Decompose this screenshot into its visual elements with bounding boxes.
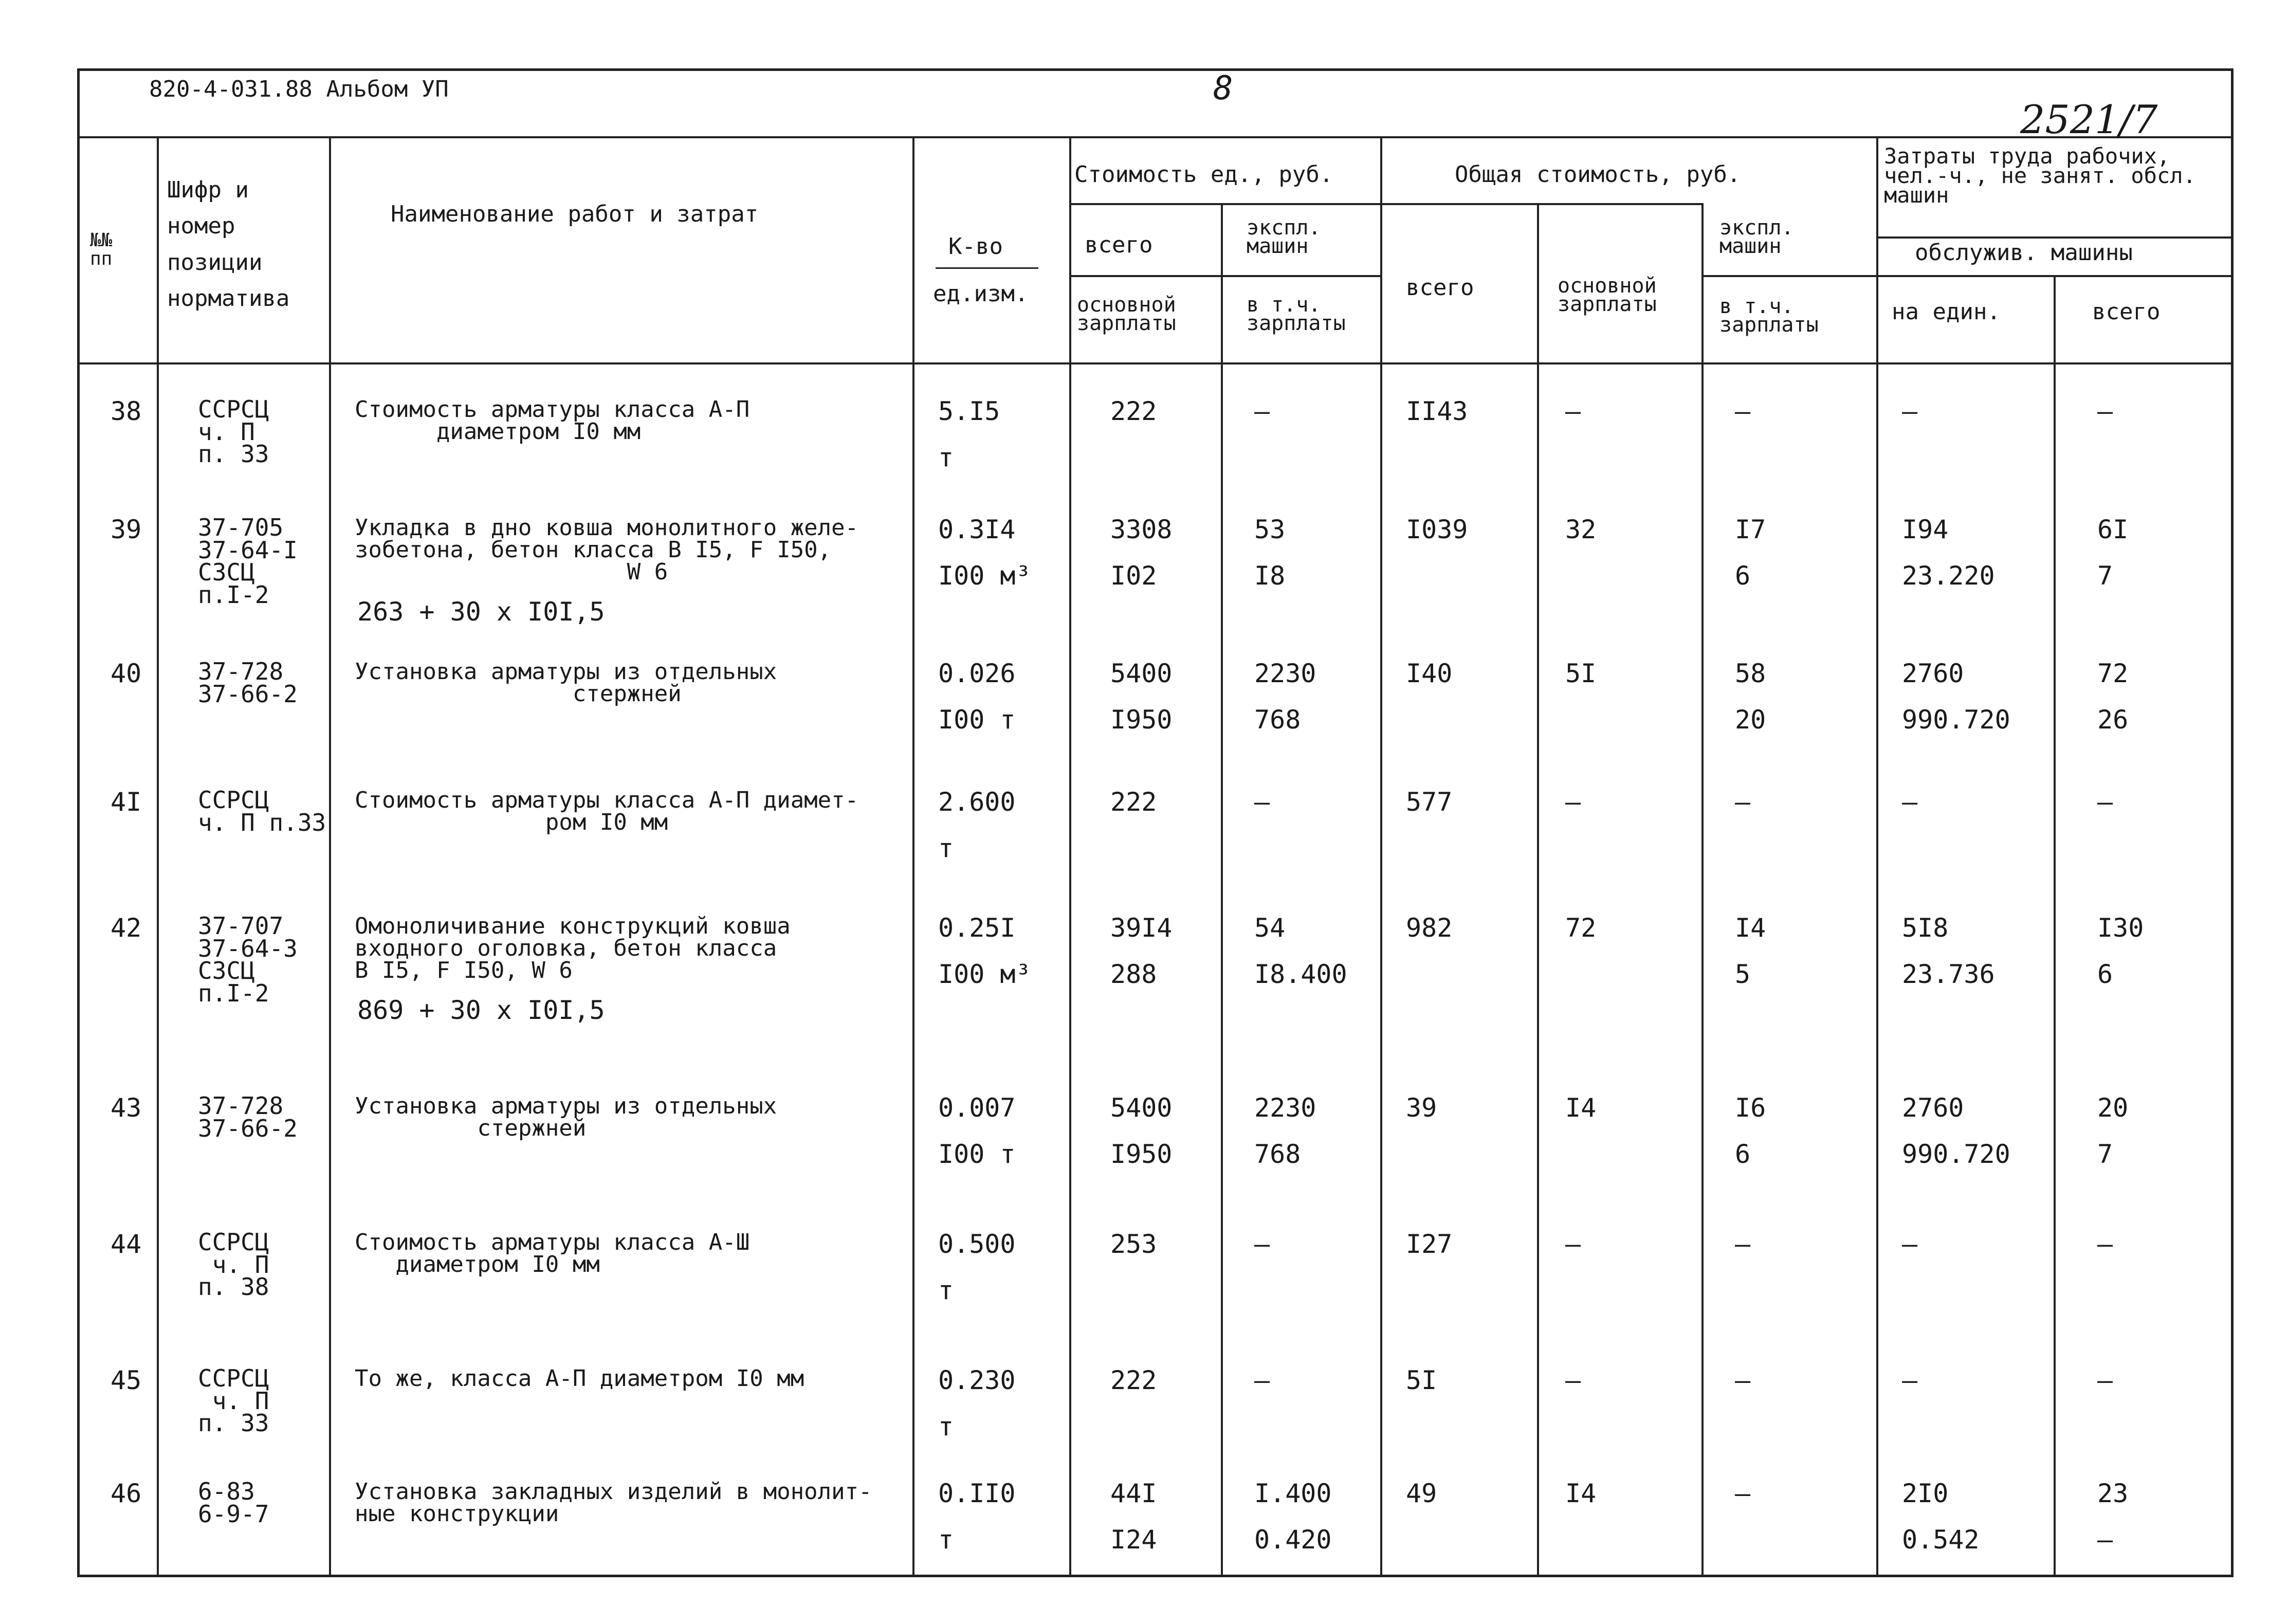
col-header-serving-machines: обслужив. машины <box>1915 240 2133 266</box>
row-name: Установка арматуры из отдельных стержней <box>355 659 777 707</box>
row-total-cost-base-wage: I4 <box>1565 1093 1597 1123</box>
row-labor-per-unit: 2I0 <box>1902 1479 1949 1508</box>
row-unit: I00 м³ <box>938 959 1031 989</box>
row-labor-total-serving: 6 <box>2097 959 2113 989</box>
row-code: 6-83 6-9-7 <box>198 1477 269 1528</box>
grid-line <box>157 136 159 1577</box>
row-total-cost-machine: 58 <box>1735 659 1766 688</box>
row-quantity: 0.500 <box>938 1229 1016 1259</box>
row-labor-per-unit: – <box>1902 787 1918 817</box>
row-total-cost-machine-wage: 6 <box>1735 561 1751 591</box>
row-total-cost-base-wage: – <box>1565 1365 1581 1395</box>
row-unit: I00 т <box>938 705 1016 735</box>
header-divider <box>77 136 2234 138</box>
row-labor-total: 6I <box>2097 515 2129 544</box>
row-unit-cost-base-wage: 288 <box>1110 959 1157 989</box>
grid-line <box>1069 203 1701 205</box>
album-header: 820-4-031.88 Альбом УП <box>149 76 449 102</box>
row-total-cost-base-wage: 72 <box>1565 913 1597 943</box>
row-number: 40 <box>111 659 142 688</box>
col-header-total-incl-wage: в т.ч. зарплаты <box>1719 295 1819 337</box>
row-labor-per-unit: 2760 <box>1902 659 1964 688</box>
col-header-unit-machine: экспл. машин <box>1247 216 1321 258</box>
row-unit-cost-machine: 2230 <box>1254 1093 1316 1123</box>
row-code: ССРСЦ ч. П п. 38 <box>198 1228 269 1301</box>
row-code: 37-707 37-64-3 СЗСЦ п.I-2 <box>198 912 298 1008</box>
row-name: Стоимость арматуры класса А-П диаметром I0 мм <box>355 396 750 445</box>
row-unit-cost-machine: – <box>1254 396 1270 426</box>
grid-line <box>1069 136 1071 1577</box>
row-labor-per-unit: – <box>1902 1229 1918 1259</box>
row-code: ССРСЦ ч. П п. 33 <box>198 395 269 468</box>
row-total-cost-all: 982 <box>1406 913 1453 943</box>
row-total-cost-machine-wage: 6 <box>1735 1139 1751 1169</box>
row-quantity: 0.026 <box>938 659 1016 688</box>
row-labor-per-unit-serving: 23.220 <box>1902 561 1995 591</box>
row-number: 46 <box>111 1479 142 1508</box>
row-unit-cost-all: 222 <box>1110 396 1157 426</box>
row-labor-per-unit: – <box>1902 1365 1918 1395</box>
row-unit: I00 м³ <box>938 561 1031 591</box>
col-header-qty: К-во <box>948 233 1003 260</box>
row-unit-cost-all: 222 <box>1110 787 1157 817</box>
row-unit: т <box>938 1525 954 1555</box>
row-labor-per-unit: 2760 <box>1902 1093 1964 1123</box>
row-name: Стоимость арматуры класса А-П диамет- ром I0 мм <box>355 787 859 836</box>
row-total-cost-all: 39 <box>1406 1093 1437 1123</box>
row-total-cost-machine-wage: 5 <box>1735 959 1751 989</box>
row-name: Установка закладных изделий в монолит- ные конструкции <box>355 1479 872 1527</box>
row-unit-cost-machine-wage: I8.400 <box>1254 959 1347 989</box>
page-number: 8 <box>1213 69 1233 107</box>
row-labor-total-serving: 7 <box>2097 1139 2113 1169</box>
row-labor-total: 20 <box>2097 1093 2129 1123</box>
row-total-cost-all: I40 <box>1406 659 1453 688</box>
row-labor-per-unit: I94 <box>1902 515 1949 544</box>
row-code: ССРСЦ ч. П п. 33 <box>198 1364 269 1437</box>
row-labor-total: – <box>2097 787 2113 817</box>
row-unit-cost-base-wage: I24 <box>1110 1525 1157 1555</box>
row-name: То же, класса А-П диаметром I0 мм <box>355 1365 804 1392</box>
row-quantity: 0.007 <box>938 1093 1016 1123</box>
row-name-formula: 869 + 30 x I0I,5 <box>357 995 605 1025</box>
row-labor-total: – <box>2097 396 2113 426</box>
row-total-cost-machine-wage: 20 <box>1735 705 1766 735</box>
row-name: Установка арматуры из отдельных стержней <box>355 1093 777 1142</box>
row-name: Укладка в дно ковша монолитного желе- зобетона, бетон класса В I5, F I50, W 6 <box>355 515 859 586</box>
row-total-cost-all: 49 <box>1406 1479 1437 1508</box>
row-unit-cost-machine: – <box>1254 787 1270 817</box>
col-header-unit-incl-wage: в т.ч. зарплаты <box>1247 293 1346 335</box>
row-number: 43 <box>111 1093 142 1123</box>
row-code: 37-728 37-66-2 <box>198 1092 298 1142</box>
grid-line <box>1876 136 1878 1577</box>
column-header-divider <box>77 362 2234 364</box>
row-unit-cost-all: 44I <box>1110 1479 1157 1508</box>
row-code: 37-705 37-64-I СЗСЦ п.I-2 <box>198 514 298 609</box>
grid-line <box>912 136 914 1577</box>
grid-line <box>1876 236 2234 239</box>
row-total-cost-all: 577 <box>1406 787 1453 817</box>
row-total-cost-machine: I6 <box>1735 1093 1766 1123</box>
row-total-cost-machine: I7 <box>1735 515 1766 544</box>
row-total-cost-machine: – <box>1735 396 1751 426</box>
grid-line <box>1701 275 1876 277</box>
row-unit-cost-machine: I.400 <box>1254 1479 1332 1508</box>
col-header-unit: ед.изм. <box>933 281 1029 307</box>
row-labor-total: – <box>2097 1229 2113 1259</box>
grid-line <box>1701 203 1704 1577</box>
row-labor-total: 72 <box>2097 659 2129 688</box>
row-unit-cost-all: 222 <box>1110 1365 1157 1395</box>
row-labor-per-unit-serving: 0.542 <box>1902 1525 1980 1555</box>
row-total-cost-all: I27 <box>1406 1229 1453 1259</box>
row-number: 45 <box>111 1365 142 1395</box>
row-total-cost-base-wage: I4 <box>1565 1479 1597 1508</box>
row-unit-cost-machine: 53 <box>1254 515 1286 544</box>
col-header-total-machine: экспл. машин <box>1719 216 1794 258</box>
row-unit: т <box>938 1412 954 1441</box>
row-number: 44 <box>111 1229 142 1259</box>
row-number: 39 <box>111 515 142 544</box>
row-unit-cost-machine-wage: 0.420 <box>1254 1525 1332 1555</box>
row-code: 37-728 37-66-2 <box>198 658 298 708</box>
row-unit-cost-machine-wage: 768 <box>1254 1139 1301 1169</box>
grid-line <box>1380 136 1382 1577</box>
row-number: 4I <box>111 787 142 817</box>
col-header-num: №№ пп <box>90 230 113 269</box>
row-labor-per-unit: – <box>1902 396 1918 426</box>
col-header-per-unit: на един. <box>1892 299 2001 325</box>
row-labor-total-serving: 26 <box>2097 705 2129 735</box>
row-total-cost-machine: – <box>1735 787 1751 817</box>
row-unit-cost-machine: 54 <box>1254 913 1286 943</box>
grid-line <box>1876 275 2234 277</box>
row-quantity: 2.600 <box>938 787 1016 817</box>
row-labor-total-serving: 7 <box>2097 561 2113 591</box>
col-header-unit-all: всего <box>1085 232 1153 258</box>
col-header-labor-total: всего <box>2092 299 2161 325</box>
row-quantity: 0.II0 <box>938 1479 1016 1508</box>
row-unit-cost-base-wage: I950 <box>1110 705 1173 735</box>
col-header-code: Шифр и номер позиции норматива <box>167 177 290 312</box>
row-total-cost-machine: I4 <box>1735 913 1766 943</box>
row-unit-cost-base-wage: I950 <box>1110 1139 1173 1169</box>
row-total-cost-base-wage: 5I <box>1565 659 1597 688</box>
qty-fraction-line <box>936 267 1038 269</box>
col-header-total-all: всего <box>1406 275 1474 301</box>
col-header-unit-cost: Стоимость ед., руб. <box>1074 161 1333 188</box>
grid-line <box>1537 203 1539 1577</box>
row-total-cost-machine: – <box>1735 1229 1751 1259</box>
row-total-cost-base-wage: 32 <box>1565 515 1597 544</box>
row-total-cost-machine: – <box>1735 1479 1751 1508</box>
row-labor-total: 23 <box>2097 1479 2129 1508</box>
col-header-labor: Затраты труда рабочих, чел.-ч., не занят. обсл. машин <box>1884 143 2196 208</box>
row-unit: I00 т <box>938 1139 1016 1169</box>
row-quantity: 0.25I <box>938 913 1016 943</box>
row-unit-cost-all: 3308 <box>1110 515 1173 544</box>
col-header-unit-base-wage: основной зарплаты <box>1077 293 1176 335</box>
row-labor-per-unit-serving: 990.720 <box>1902 705 2010 735</box>
row-name: Стоимость арматуры класса А-Ш диаметром I0 мм <box>355 1229 750 1278</box>
col-header-total-cost: Общая стоимость, руб. <box>1455 161 1741 188</box>
row-unit-cost-machine: – <box>1254 1229 1270 1259</box>
row-unit-cost-all: 5400 <box>1110 1093 1173 1123</box>
row-number: 42 <box>111 913 142 943</box>
row-code: ССРСЦ ч. П п.33 <box>198 786 326 836</box>
row-unit: т <box>938 1275 954 1305</box>
grid-line <box>2054 275 2056 1577</box>
row-labor-per-unit: 5I8 <box>1902 913 1949 943</box>
row-name: Омоноличивание конструкций ковша входного оголовка, бетон класса В I5, F I50, W 6 <box>355 913 791 984</box>
row-unit-cost-all: 5400 <box>1110 659 1173 688</box>
row-quantity: 5.I5 <box>938 396 1000 426</box>
row-unit-cost-machine: – <box>1254 1365 1270 1395</box>
row-unit-cost-machine: 2230 <box>1254 659 1316 688</box>
row-labor-total: I30 <box>2097 913 2144 943</box>
col-header-total-base-wage: основной зарплаты <box>1558 274 1657 316</box>
row-name-formula: 263 + 30 x I0I,5 <box>357 597 605 627</box>
row-labor-per-unit-serving: 23.736 <box>1902 959 1995 989</box>
row-unit: т <box>938 443 954 472</box>
row-total-cost-all: I039 <box>1406 515 1468 544</box>
row-total-cost-all: 5I <box>1406 1365 1437 1395</box>
row-unit-cost-all: 253 <box>1110 1229 1157 1259</box>
row-labor-total: – <box>2097 1365 2113 1395</box>
row-number: 38 <box>111 396 142 426</box>
row-labor-per-unit-serving: 990.720 <box>1902 1139 2010 1169</box>
row-unit: т <box>938 833 954 863</box>
grid-line <box>1069 275 1380 277</box>
col-header-name: Наименование работ и затрат <box>391 201 759 227</box>
row-total-cost-base-wage: – <box>1565 1229 1581 1259</box>
row-unit-cost-machine-wage: 768 <box>1254 705 1301 735</box>
handwritten-stamp: 2521/7 <box>2020 97 2158 142</box>
row-labor-total-serving: – <box>2097 1525 2113 1555</box>
row-total-cost-all: II43 <box>1406 396 1468 426</box>
row-unit-cost-all: 39I4 <box>1110 913 1173 943</box>
grid-line <box>1221 203 1223 1577</box>
row-quantity: 0.3I4 <box>938 515 1016 544</box>
row-total-cost-machine: – <box>1735 1365 1751 1395</box>
row-unit-cost-machine-wage: I8 <box>1254 561 1286 591</box>
row-unit-cost-base-wage: I02 <box>1110 561 1157 591</box>
row-total-cost-base-wage: – <box>1565 787 1581 817</box>
row-total-cost-base-wage: – <box>1565 396 1581 426</box>
grid-line <box>329 136 331 1577</box>
row-quantity: 0.230 <box>938 1365 1016 1395</box>
